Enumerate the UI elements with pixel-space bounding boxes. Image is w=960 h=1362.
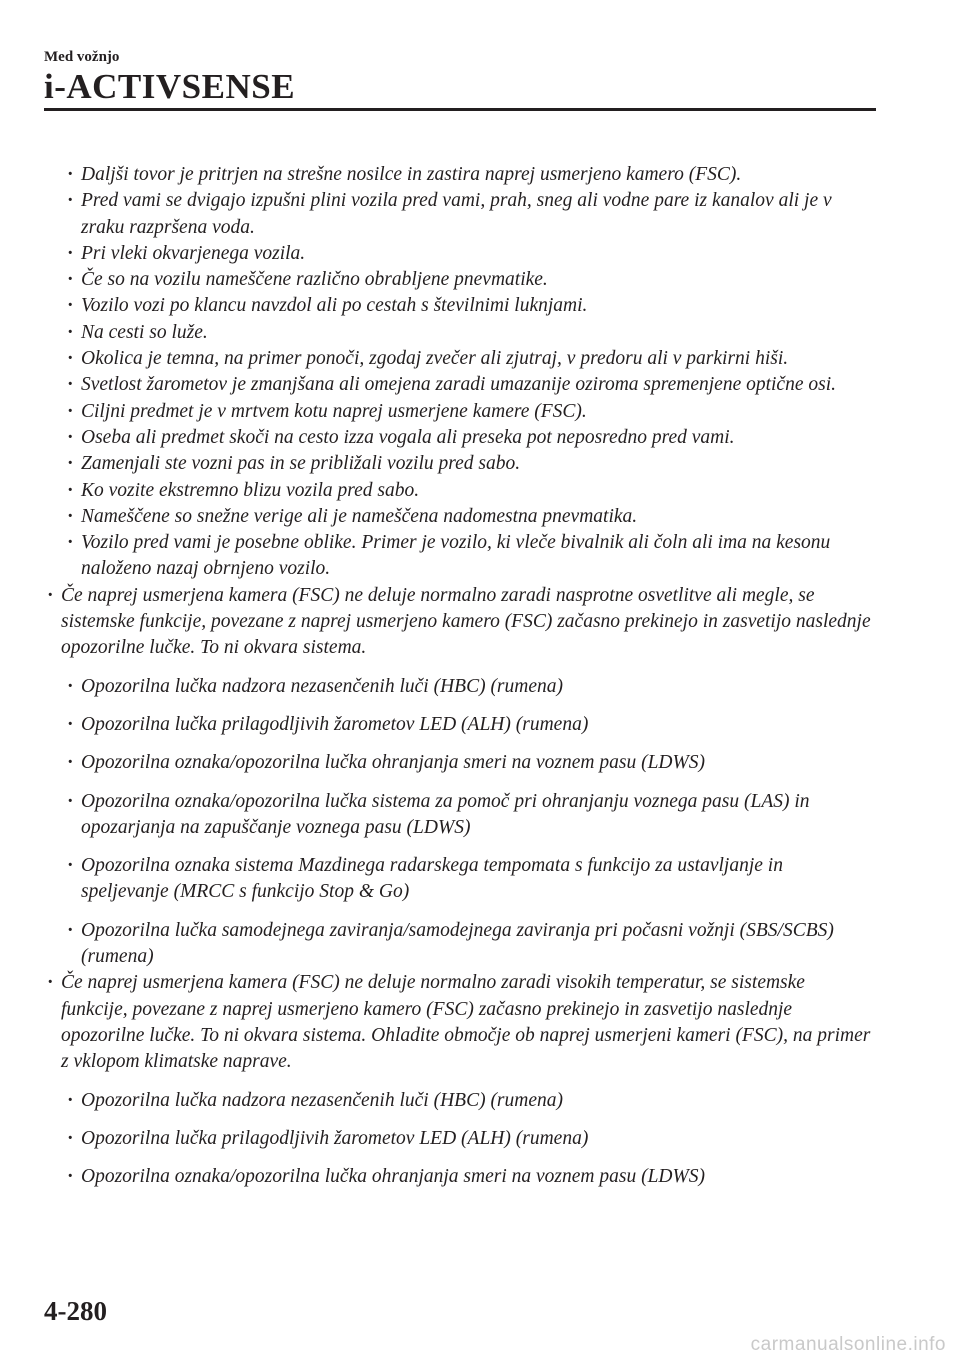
- list-item: · Oseba ali predmet skoči na cesto izza vogala ali preseka pot neposredno pred vami.: [44, 425, 874, 451]
- list-item: · Ciljni predmet je v mrtvem kotu naprej usmerjene kamere (FSC).: [44, 399, 874, 425]
- warning-lights-list-1: [44, 674, 874, 971]
- list-item: · Opozorilna oznaka/opozorilna lučka sistema za pomoč pri ohranjanju voznega pasu (LAS) in opozarjanja na zapuščanje voznega pasu (LDWS): [44, 789, 874, 842]
- list-item: · Opozorilna oznaka/opozorilna lučka ohranjanja smeri na voznem pasu (LDWS): [44, 750, 874, 776]
- list-item: · Opozorilna oznaka sistema Mazdinega radarskega tempomata s funkcijo za ustavljanje in speljevanje (MRCC s funkcijo Stop & Go): [44, 853, 874, 906]
- list-item: · Nameščene so snežne verige ali je nameščena nadomestna pnevmatika.: [44, 504, 874, 530]
- list-item: · Zamenjali ste vozni pas in se približali vozilu pred sabo.: [44, 451, 874, 477]
- page-title: i-ACTIVSENSE: [44, 67, 296, 106]
- condition-list: [44, 162, 874, 583]
- list-item: · Če so na vozilu nameščene različno obrabljene pnevmatike.: [44, 267, 874, 293]
- list-item: · Opozorilna lučka samodejnega zaviranja/samodejnega zaviranja pri počasni vožnji (SBS/SCBS) (rumena): [44, 918, 874, 971]
- watermark: carmanualsonline.info: [750, 1334, 946, 1355]
- list-item: · Opozorilna oznaka/opozorilna lučka ohranjanja smeri na voznem pasu (LDWS): [44, 1164, 874, 1190]
- warning-lights-list-2: [44, 1088, 874, 1191]
- list-item: · Opozorilna lučka nadzora nezasenčenih luči (HBC) (rumena): [44, 1088, 874, 1114]
- list-item: · Vozilo vozi po klancu navzdol ali po cestah s številnimi luknjami.: [44, 293, 874, 319]
- list-item: · Pred vami se dvigajo izpušni plini vozila pred vami, prah, sneg ali vodne pare iz kanalov ali je v zraku razpršena voda.: [44, 188, 874, 241]
- section-label: Med vožnjo: [44, 49, 120, 65]
- document-body: [44, 162, 874, 1190]
- list-item: · Svetlost žarometov je zmanjšana ali omejena zaradi umazanije oziroma spremenjene optične osi.: [44, 372, 874, 398]
- list-item: · Opozorilna lučka prilagodljivih žarometov LED (ALH) (rumena): [44, 1126, 874, 1152]
- page-number: 4-280: [44, 1296, 107, 1326]
- list-item: · Ko vozite ekstremno blizu vozila pred sabo.: [44, 478, 874, 504]
- list-item: · Opozorilna lučka prilagodljivih žarometov LED (ALH) (rumena): [44, 712, 874, 738]
- page-header: [44, 48, 295, 107]
- paragraph-backlight-fog: · Če naprej usmerjena kamera (FSC) ne deluje normalno zaradi nasprotne osvetlitve ali megle, se sistemske funkcije, povezane z naprej usmerjeno kamero (FSC) začasno prekinejo in zasvetijo naslednje opozorilne lučke. To ni okvara sistema.: [44, 583, 874, 662]
- list-item: · Pri vleki okvarjenega vozila.: [44, 241, 874, 267]
- list-item: · Opozorilna lučka nadzora nezasenčenih luči (HBC) (rumena): [44, 674, 874, 700]
- list-item: · Vozilo pred vami je posebne oblike. Primer je vozilo, ki vleče bivalnik ali čoln ali ima na kesonu naloženo nazaj obrnjeno vozilo.: [44, 530, 874, 583]
- list-item: · Daljši tovor je pritrjen na strešne nosilce in zastira naprej usmerjeno kamero (FSC).: [44, 162, 874, 188]
- list-item: · Na cesti so luže.: [44, 320, 874, 346]
- header-divider: [44, 108, 876, 111]
- list-item: · Okolica je temna, na primer ponoči, zgodaj zvečer ali zjutraj, v predoru ali v parkirni hiši.: [44, 346, 874, 372]
- paragraph-high-temperature: · Če naprej usmerjena kamera (FSC) ne deluje normalno zaradi visokih temperatur, se sistemske funkcije, povezane z naprej usmerjeno kamero (FSC) začasno prekinejo in zasvetijo naslednje opozorilne lučke. To ni okvara sistema. Ohladite območje ob naprej usmerjeni kameri (FSC), na primer z vklopom klimatske naprave.: [44, 970, 874, 1075]
